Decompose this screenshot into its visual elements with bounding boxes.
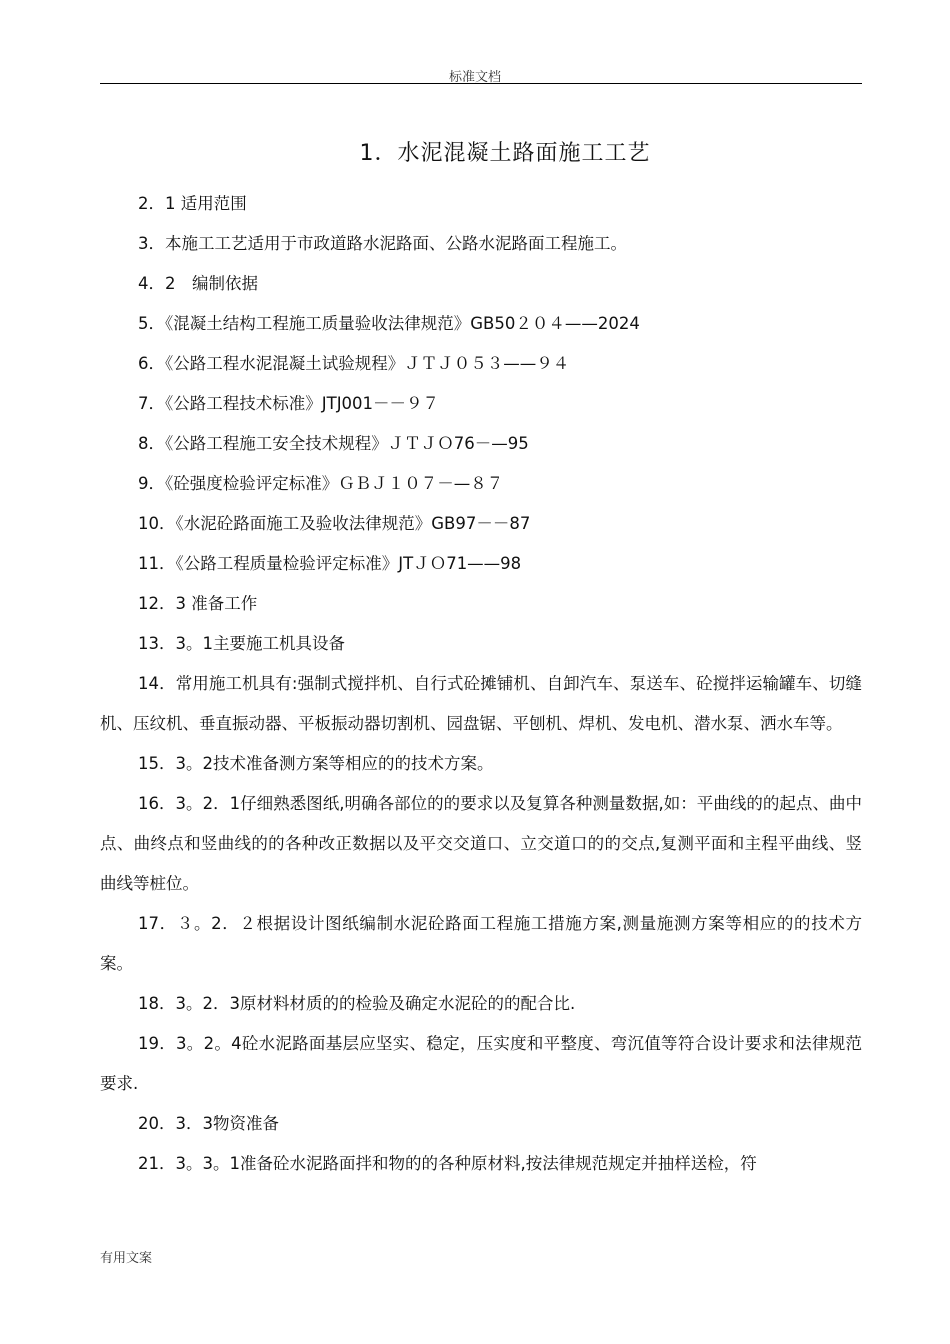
paragraph-6: 7．《公路工程技术标准》JTJ001－－９７: [138, 394, 440, 413]
document-title: 1．水泥混凝土路面施工工艺: [359, 141, 651, 166]
paragraph-8: 9．《砼强度检验评定标准》ＧＢＪ１０７－—８７: [138, 474, 504, 493]
paragraph-3: 4．2 编制依据: [138, 274, 258, 293]
paragraph-7: 8．《公路工程施工安全技术规程》ＪＴＪＯ76－—95: [138, 434, 529, 453]
paragraph-9: 10．《水泥砼路面施工及验收法律规范》GB97－－87: [138, 514, 531, 533]
paragraph-20: 21．3。3。1准备砼水泥路面拌和物的的各种原材料,按法律规范规定并抽样送检，符: [138, 1154, 757, 1173]
page-header: 标准文档: [448, 70, 501, 85]
paragraph-5: 6．《公路工程水泥混凝土试验规程》ＪＴＪ０５３——９４: [138, 354, 570, 373]
header-rule: [100, 83, 862, 84]
paragraph-2: 3．本施工工艺适用于市政道路水泥路面、公路水泥路面工程施工。: [138, 234, 627, 253]
paragraph-19: 20．3．3物资准备: [138, 1114, 279, 1133]
paragraph-12: 13．3。1主要施工机具设备: [138, 634, 345, 653]
paragraph-13: 14．常用施工机具有:强制式搅拌机、自行式砼摊铺机、自卸汽车、泵送车、砼搅拌运输罐车、切缝机、压纹机、垂直振动器、平板振动器切割机、园盘锯、平刨机、焊机、发电机、潜水泵、洒水车等。: [100, 674, 862, 733]
paragraph-11: 12．3 准备工作: [138, 594, 258, 613]
paragraph-17: 18．3。2．3原材料材质的的检验及确定水泥砼的的配合比.: [138, 994, 576, 1013]
document-body: [100, 184, 862, 1184]
paragraph-1: 2．1 适用范围: [138, 194, 247, 213]
paragraph-16: 17．３。2．２根据设计图纸编制水泥砼路面工程施工措施方案,测量施测方案等相应的的技术方案。: [100, 914, 862, 973]
paragraph-10: 11．《公路工程质量检验评定标准》JTＪＯ71——98: [138, 554, 522, 573]
paragraph-18: 19．3。2。4砼水泥路面基层应坚实、稳定，压实度和平整度、弯沉值等符合设计要求和法律规范要求.: [100, 1034, 862, 1093]
paragraph-15: 16．3。2．1仔细熟悉图纸,明确各部位的的要求以及复算各种测量数据,如：平曲线的的起点、曲中点、曲终点和竖曲线的的各种改正数据以及平交交道口、立交道口的的交点,复测平面和主程平曲线、竖曲线等桩位。: [100, 794, 862, 893]
page-footer: 有用文案: [100, 1251, 153, 1266]
paragraph-4: 5．《混凝土结构工程施工质量验收法律规范》GB50２０４——2024: [138, 314, 640, 333]
paragraph-14: 15．3。2技术准备测方案等相应的的技术方案。: [138, 754, 494, 773]
